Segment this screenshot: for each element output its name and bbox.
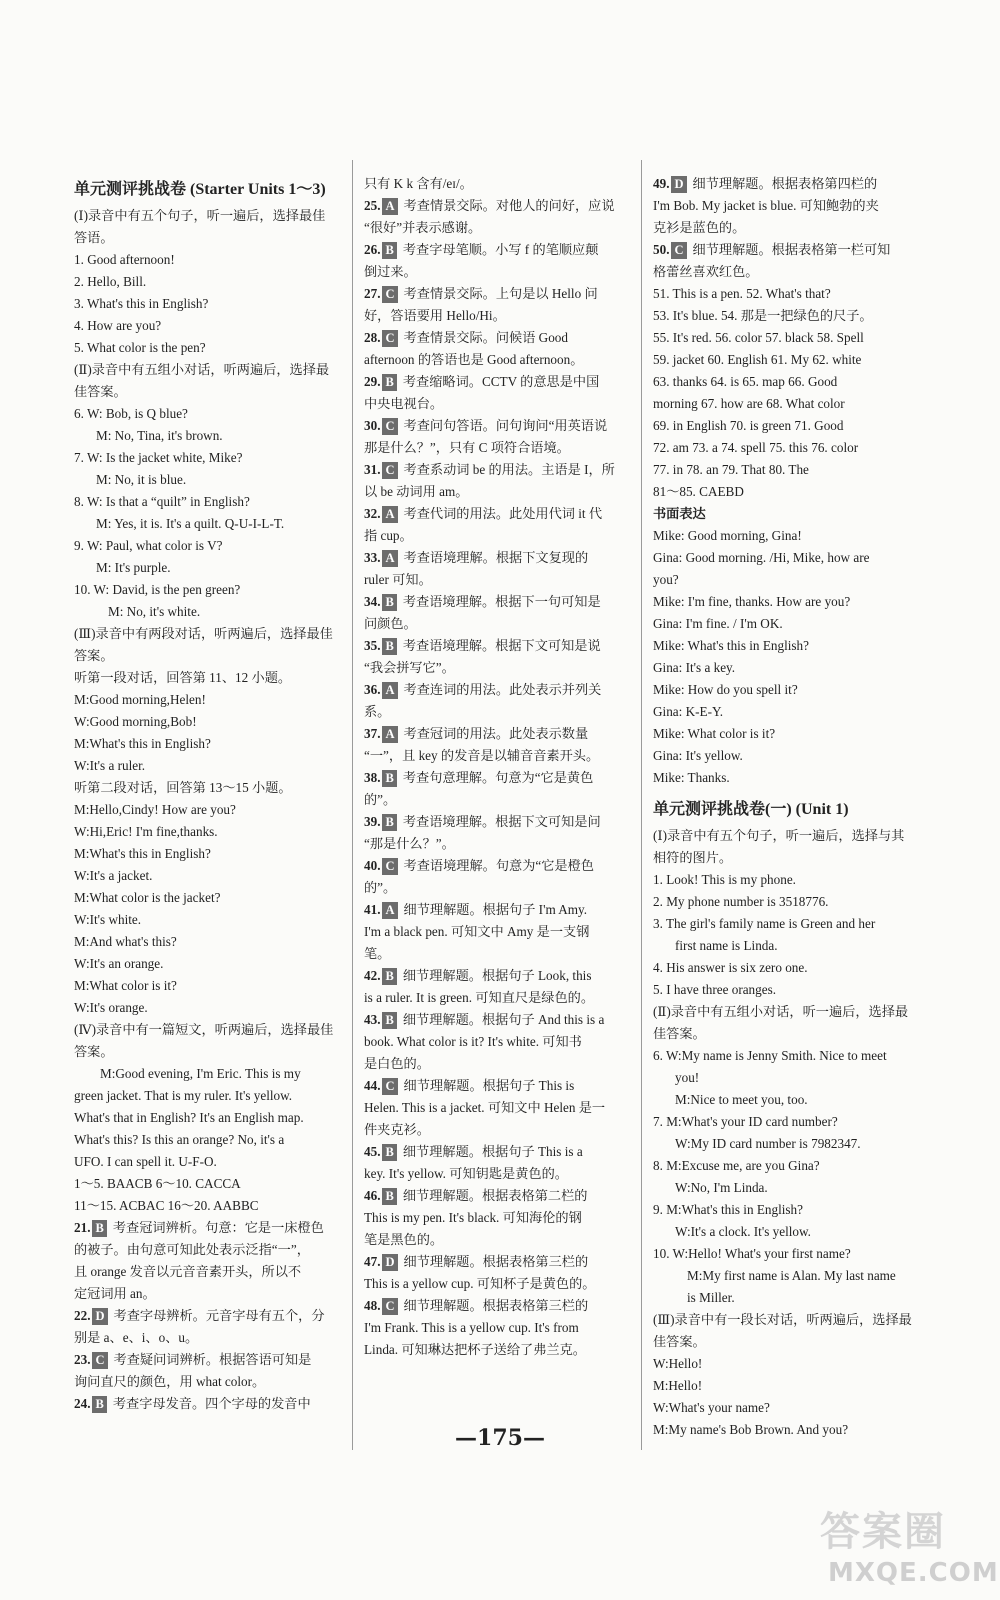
watermark-domain: MXQE.COM — [828, 1558, 999, 1588]
explanation-continued: 指 cup。 — [364, 528, 413, 543]
listening-script — [653, 825, 925, 1441]
text-line: 9. M:What's this in English? — [653, 1202, 803, 1217]
explanation-item — [364, 1075, 636, 1141]
text-line: W:No, I'm Linda. — [675, 1180, 768, 1195]
text-line: M: No, it's white. — [108, 604, 201, 619]
text-line: 3. What's this in English? — [74, 296, 209, 311]
text-line: 11～15. ACBAC 16～20. AABBC — [74, 1198, 259, 1213]
text-line: What's this? Is this an orange? No, it's a — [74, 1132, 285, 1147]
question-number: 34. — [364, 594, 381, 609]
explanation-continued: 是白色的。 — [364, 1056, 430, 1071]
question-number: 46. — [364, 1188, 381, 1203]
explanation-text: 细节理解题。根据句子 I'm Amy. — [403, 902, 588, 917]
explanation-item — [364, 1295, 636, 1361]
answer-badge: C — [382, 462, 397, 479]
text-line: Mike: Thanks. — [653, 770, 730, 785]
answer-badge: C — [382, 1298, 397, 1315]
question-number: 24. — [74, 1396, 91, 1411]
explanation-continued: 的”。 — [364, 880, 397, 895]
explanation-continued: “很好”并表示感谢。 — [364, 220, 482, 235]
passage — [74, 1063, 346, 1173]
explanation-continued: 克衫是蓝色的。 — [653, 220, 746, 235]
text-line: M:What color is it? — [74, 978, 177, 993]
column-1 — [74, 173, 346, 1415]
text-line: 4. How are you? — [74, 318, 162, 333]
question-number: 27. — [364, 286, 381, 301]
text-line: 8. M:Excuse me, are you Gina? — [653, 1158, 820, 1173]
answer-badge: B — [382, 814, 396, 831]
explanation-text: 考查语境理解。根据下文复现的 — [403, 550, 589, 565]
answer-badge: C — [382, 286, 397, 303]
watermark-logo: 答案圈 — [820, 1509, 946, 1555]
explanation-item — [74, 1393, 346, 1415]
text-line: (Ⅳ)录音中有一篇短文，听两遍后，选择最佳 — [74, 1022, 334, 1037]
explanation-item — [364, 1185, 636, 1251]
explanations — [653, 173, 925, 283]
explanation-continued: 问颜色。 — [364, 616, 417, 631]
explanation-text: 考查语境理解。句意为“它是橙色 — [403, 858, 594, 873]
text-line: you! — [675, 1070, 700, 1085]
explanation-item — [74, 1217, 346, 1305]
column-divider — [641, 160, 642, 1450]
explanation-text: 考查字母笔顺。小写 f 的笔顺应颠 — [402, 242, 599, 257]
explanation-item — [364, 283, 636, 327]
explanation-text: 考查语境理解。根据下文可知是问 — [402, 814, 601, 829]
text-line: W:Hi,Eric! I'm fine,thanks. — [74, 824, 218, 839]
explanation-continued: “我会拼写它”。 — [364, 660, 455, 675]
explanation-text: 细节理解题。根据表格第四栏的 — [692, 176, 878, 191]
column-divider — [352, 160, 353, 1450]
text-line: 55. It's red. 56. color 57. black 58. Spell — [653, 330, 864, 345]
question-number: 39. — [364, 814, 381, 829]
text-line: (Ⅰ)录音中有五个句子，听一遍后，选择最佳 — [74, 208, 326, 223]
question-number: 48. — [364, 1298, 381, 1313]
text-line: 1. Look! This is my phone. — [653, 872, 796, 887]
question-number: 38. — [364, 770, 381, 785]
explanation-item — [364, 635, 636, 679]
text-line: you? — [653, 572, 679, 587]
explanation-text: 考查代词的用法。此处用代词 it 代 — [403, 506, 603, 521]
text-line: W:It's an orange. — [74, 956, 164, 971]
explanation-item — [364, 327, 636, 371]
explanation-text: 考查字母辨析。元音字母有五个，分 — [113, 1308, 325, 1323]
explanation-text: 考查缩略词。CCTV 的意思是中国 — [402, 374, 600, 389]
text-line: is Miller. — [687, 1290, 735, 1305]
answer-badge: B — [92, 1396, 106, 1413]
explanation-continued: 件夹克衫。 — [364, 1122, 430, 1137]
writing-title: 书面表达 — [653, 506, 706, 521]
text-line: 佳答案。 — [74, 384, 127, 399]
text-line: Mike: What color is it? — [653, 726, 776, 741]
section-title: 单元测评挑战卷(一) (Unit 1) — [653, 801, 849, 818]
text-line: (Ⅲ)录音中有两段对话，听两遍后，选择最佳 — [74, 626, 333, 641]
explanation-text: 考查语境理解。根据下文可知是说 — [402, 638, 601, 653]
text-line: W:It's a ruler. — [74, 758, 146, 773]
explanation-item — [364, 1251, 636, 1295]
explanation-item — [364, 371, 636, 415]
question-number: 37. — [364, 726, 381, 741]
answer-badge: B — [382, 374, 396, 391]
explanation-text: 细节理解题。根据句子 And this is a — [402, 1012, 605, 1027]
text-line: Mike: Good morning, Gina! — [653, 528, 802, 543]
text-line: (Ⅰ)录音中有五个句子，听一遍后，选择与其 — [653, 828, 905, 843]
text-line: W:Good morning,Bob! — [74, 714, 197, 729]
continued-text: 只有 K k 含有/eɪ/。 — [364, 176, 473, 191]
text-line: 81～85. CAEBD — [653, 484, 744, 499]
explanation-continued: 且 orange 发音以元音音素开头，所以不 — [74, 1264, 302, 1279]
text-line: 63. thanks 64. is 65. map 66. Good — [653, 374, 838, 389]
text-line: 听第二段对话，回答第 13～15 小题。 — [74, 780, 292, 795]
explanation-continued: 定冠词用 an。 — [74, 1286, 156, 1301]
text-line: W:It's orange. — [74, 1000, 148, 1015]
explanation-text: 考查句意理解。句意为“它是黄色 — [402, 770, 594, 785]
text-line: 7. M:What's your ID card number? — [653, 1114, 838, 1129]
explanation-continued: 的被子。由句意可知此处表示泛指“一”， — [74, 1242, 310, 1257]
explanation-item — [364, 239, 636, 283]
text-line: UFO. I can spell it. U-F-O. — [74, 1154, 217, 1169]
text-line: Gina: K-E-Y. — [653, 704, 724, 719]
answer-badge: A — [382, 902, 397, 919]
explanation-continued: I'm a black pen. 可知文中 Amy 是一支钢 — [364, 924, 590, 939]
text-line: green jacket. That is my ruler. It's yellow. — [74, 1088, 293, 1103]
answer-badge: C — [92, 1352, 107, 1369]
answer-badge: A — [382, 506, 397, 523]
text-line: Gina: It's yellow. — [653, 748, 743, 763]
answer-badge: A — [382, 198, 397, 215]
text-line: Mike: What's this in English? — [653, 638, 809, 653]
explanation-text: 考查情景交际。上句是以 Hello 问 — [403, 286, 598, 301]
question-number: 21. — [74, 1220, 91, 1235]
answer-badge: B — [382, 1144, 396, 1161]
question-number: 29. — [364, 374, 381, 389]
section-title: 单元测评挑战卷 (Starter Units 1～3) — [74, 181, 326, 198]
writing-answer — [653, 525, 925, 789]
question-number: 32. — [364, 506, 381, 521]
text-line: 72. am 73. a 74. spell 75. this 76. color — [653, 440, 859, 455]
question-number: 28. — [364, 330, 381, 345]
explanation-item — [364, 459, 636, 503]
explanation-continued: book. What color is it? It's white. 可知书 — [364, 1034, 582, 1049]
question-number: 22. — [74, 1308, 91, 1323]
answer-badge: B — [382, 594, 396, 611]
text-line: W:Hello! — [653, 1356, 703, 1371]
explanation-continued: afternoon 的答语也是 Good afternoon。 — [364, 352, 584, 367]
text-line: Gina: Good morning. /Hi, Mike, how are — [653, 550, 870, 565]
explanation-continued: I'm Frank. This is a yellow cup. It's from — [364, 1320, 579, 1335]
explanation-continued: 中央电视台。 — [364, 396, 444, 411]
answer-badge: A — [382, 682, 397, 699]
text-line: Gina: I'm fine. / I'm OK. — [653, 616, 783, 631]
text-line: W:What's your name? — [653, 1400, 770, 1415]
text-line: 答语。 — [74, 230, 114, 245]
text-line: M:Hello,Cindy! How are you? — [74, 802, 236, 817]
watermark — [820, 1500, 999, 1590]
question-number: 35. — [364, 638, 381, 653]
question-number: 50. — [653, 242, 670, 257]
text-line: 5. What color is the pen? — [74, 340, 206, 355]
explanation-text: 细节理解题。根据句子 This is — [403, 1078, 575, 1093]
question-number: 47. — [364, 1254, 381, 1269]
text-line: 59. jacket 60. English 61. My 62. white — [653, 352, 862, 367]
text-line: 10. W:Hello! What's your first name? — [653, 1246, 851, 1261]
text-line: (Ⅱ)录音中有五组小对话，听一遍后，选择最 — [653, 1004, 909, 1019]
explanation-text: 细节理解题。根据表格第三栏的 — [403, 1254, 589, 1269]
text-line: 9. W: Paul, what color is V? — [74, 538, 223, 553]
explanation-item — [364, 591, 636, 635]
text-line: W:It's white. — [74, 912, 142, 927]
answer-badge: A — [382, 726, 397, 743]
explanation-item — [364, 547, 636, 591]
answer-badge: B — [92, 1220, 106, 1237]
question-number: 41. — [364, 902, 381, 917]
answer-keys — [74, 1173, 346, 1217]
explanation-continued: 笔。 — [364, 946, 391, 961]
explanation-text: 考查问句答语。问句询问“用英语说 — [403, 418, 608, 433]
text-line: M:What's this in English? — [74, 736, 211, 751]
explanation-text: 细节理解题。根据表格第三栏的 — [403, 1298, 589, 1313]
explanation-continued: 格蕾丝喜欢红色。 — [653, 264, 759, 279]
text-line: 3. The girl's family name is Green and her — [653, 916, 876, 931]
explanation-item — [653, 173, 925, 239]
answer-badge: C — [382, 418, 397, 435]
question-number: 23. — [74, 1352, 91, 1367]
explanation-text: 细节理解题。根据表格第二栏的 — [402, 1188, 588, 1203]
text-line: 听第一段对话，回答第 11、12 小题。 — [74, 670, 292, 685]
text-line: W:It's a jacket. — [74, 868, 153, 883]
question-number: 44. — [364, 1078, 381, 1093]
explanation-continued: ruler 可知。 — [364, 572, 432, 587]
question-number: 45. — [364, 1144, 381, 1159]
explanation-continued: “那是什么？”。 — [364, 836, 455, 851]
explanation-item — [364, 767, 636, 811]
answer-badge: C — [382, 1078, 397, 1095]
text-line: 答案。 — [74, 648, 114, 663]
text-line: 7. W: Is the jacket white, Mike? — [74, 450, 243, 465]
explanation-text: 考查冠词的用法。此处表示数量 — [403, 726, 589, 741]
answer-badge: B — [382, 1012, 396, 1029]
text-line: M:Hello! — [653, 1378, 703, 1393]
text-line: Gina: It's a key. — [653, 660, 736, 675]
explanation-continued: key. It's yellow. 可知钥匙是黄色的。 — [364, 1166, 568, 1181]
text-line: M:Nice to meet you, too. — [675, 1092, 808, 1107]
explanation-item — [74, 1305, 346, 1349]
answer-badge: A — [382, 550, 397, 567]
text-line: 4. His answer is six zero one. — [653, 960, 808, 975]
question-number: 36. — [364, 682, 381, 697]
page-number: —175— — [455, 1425, 545, 1451]
text-line: 2. Hello, Bill. — [74, 274, 147, 289]
text-line: 6. W:My name is Jenny Smith. Nice to meet — [653, 1048, 887, 1063]
text-line: M: Yes, it is. It's a quilt. Q-U-I-L-T. — [96, 516, 285, 531]
text-line: morning 67. how are 68. What color — [653, 396, 845, 411]
question-number: 26. — [364, 242, 381, 257]
text-line: M:Good evening, I'm Eric. This is my — [100, 1066, 301, 1081]
explanations — [74, 1217, 346, 1415]
explanation-continued: is a ruler. It is green. 可知直尺是绿色的。 — [364, 990, 595, 1005]
explanation-continued: This is a yellow cup. 可知杯子是黄色的。 — [364, 1276, 596, 1291]
explanation-item — [653, 239, 925, 283]
explanation-continued: Linda. 可知琳达把杯子送给了弗兰克。 — [364, 1342, 586, 1357]
text-line: M:My first name is Alan. My last name — [687, 1268, 896, 1283]
explanation-item — [364, 723, 636, 767]
text-line: 69. in English 70. is green 71. Good — [653, 418, 844, 433]
explanation-continued: 的”。 — [364, 792, 397, 807]
text-line: 1～5. BAACB 6～10. CACCA — [74, 1176, 241, 1191]
explanation-item — [364, 195, 636, 239]
question-number: 25. — [364, 198, 381, 213]
text-line: M: No, Tina, it's brown. — [96, 428, 223, 443]
explanation-continued: 别是 a、e、i、o、u。 — [74, 1330, 199, 1345]
explanation-text: 考查字母发音。四个字母的发音中 — [112, 1396, 311, 1411]
text-line: What's that in English? It's an English map. — [74, 1110, 304, 1125]
text-line: 51. This is a pen. 52. What's that? — [653, 286, 831, 301]
explanation-item — [74, 1349, 346, 1393]
answer-keys — [653, 283, 925, 503]
explanation-item — [364, 811, 636, 855]
text-line: 答案。 — [74, 1044, 114, 1059]
question-number: 43. — [364, 1012, 381, 1027]
answer-badge: D — [671, 176, 686, 193]
question-number: 40. — [364, 858, 381, 873]
text-line: 8. W: Is that a “quilt” in English? — [74, 494, 250, 509]
explanation-item — [364, 1009, 636, 1075]
explanation-continued: This is my pen. It's black. 可知海伦的钢 — [364, 1210, 582, 1225]
explanation-item — [364, 679, 636, 723]
explanation-continued: 笔是黑色的。 — [364, 1232, 444, 1247]
answer-badge: B — [382, 770, 396, 787]
explanation-continued: I'm Bob. My jacket is blue. 可知鲍勃的夹 — [653, 198, 879, 213]
question-number: 31. — [364, 462, 381, 477]
text-line: M: It's purple. — [96, 560, 171, 575]
listening-script — [74, 205, 346, 1063]
explanation-continued: “一”，且 key 的发音是以辅音音素开头。 — [364, 748, 600, 763]
explanation-continued: 以 be 动词用 am。 — [364, 484, 469, 499]
text-line: M:And what's this? — [74, 934, 177, 949]
explanation-item — [364, 503, 636, 547]
question-number: 33. — [364, 550, 381, 565]
text-line: W:It's a clock. It's yellow. — [675, 1224, 811, 1239]
answer-badge: D — [382, 1254, 397, 1271]
answer-badge: D — [92, 1308, 107, 1325]
text-line: M: No, it is blue. — [96, 472, 187, 487]
explanation-text: 考查系动词 be 的用法。主语是 I，所 — [403, 462, 615, 477]
text-line: 佳答案。 — [653, 1334, 706, 1349]
text-line: (Ⅱ)录音中有五组小对话，听两遍后，选择最 — [74, 362, 330, 377]
column-2 — [364, 173, 636, 1361]
answer-badge: B — [382, 1188, 396, 1205]
text-line: first name is Linda. — [675, 938, 778, 953]
text-line: M:What's this in English? — [74, 846, 211, 861]
explanation-item — [364, 899, 636, 965]
text-line: 77. in 78. an 79. That 80. The — [653, 462, 809, 477]
explanation-text: 考查连词的用法。此处表示并列关 — [403, 682, 602, 697]
explanation-text: 细节理解题。根据句子 This is a — [402, 1144, 583, 1159]
explanation-continued: 询问直尺的颜色，用 what color。 — [74, 1374, 266, 1389]
text-line: Mike: I'm fine, thanks. How are you? — [653, 594, 851, 609]
text-line: 10. W: David, is the pen green? — [74, 582, 241, 597]
explanation-item — [364, 965, 636, 1009]
explanation-item — [364, 415, 636, 459]
text-line: M:What color is the jacket? — [74, 890, 221, 905]
text-line: M:My name's Bob Brown. And you? — [653, 1422, 849, 1437]
text-line: 相符的图片。 — [653, 850, 733, 865]
explanation-continued: Helen. This is a jacket. 可知文中 Helen 是一 — [364, 1100, 606, 1115]
question-number: 49. — [653, 176, 670, 191]
explanation-text: 考查语境理解。根据下一句可知是 — [402, 594, 601, 609]
explanation-continued: 好，答语要用 Hello/Hi。 — [364, 308, 506, 323]
explanation-text: 考查情景交际。问候语 Good — [403, 330, 568, 345]
text-line: 5. I have three oranges. — [653, 982, 777, 997]
question-number: 42. — [364, 968, 381, 983]
answer-badge: C — [671, 242, 686, 259]
text-line: M:Good morning,Helen! — [74, 692, 206, 707]
answer-badge: B — [382, 242, 396, 259]
explanation-text: 细节理解题。根据句子 Look, this — [402, 968, 592, 983]
explanation-text: 考查冠词辨析。句意：它是一床橙色 — [112, 1220, 324, 1235]
answer-badge: C — [382, 858, 397, 875]
text-line: (Ⅲ)录音中有一段长对话，听两遍后，选择最 — [653, 1312, 912, 1327]
text-line: 2. My phone number is 3518776. — [653, 894, 829, 909]
text-line: Mike: How do you spell it? — [653, 682, 798, 697]
explanation-text: 考查疑问词辨析。根据答语可知是 — [113, 1352, 312, 1367]
explanation-continued: 系。 — [364, 704, 391, 719]
text-line: 1. Good afternoon! — [74, 252, 175, 267]
text-line: 佳答案。 — [653, 1026, 706, 1041]
text-line: W:My ID card number is 7982347. — [675, 1136, 861, 1151]
explanation-item — [364, 1141, 636, 1185]
answer-badge: B — [382, 968, 396, 985]
column-3 — [653, 173, 925, 1441]
explanation-continued: 倒过来。 — [364, 264, 417, 279]
explanation-text: 细节理解题。根据表格第一栏可知 — [692, 242, 891, 257]
explanation-text: 考查情景交际。对他人的问好，应说 — [403, 198, 615, 213]
question-number: 30. — [364, 418, 381, 433]
explanation-continued: 那是什么？”，只有 C 项符合语境。 — [364, 440, 570, 455]
answer-badge: B — [382, 638, 396, 655]
text-line: 53. It's blue. 54. 那是一把绿色的尺子。 — [653, 308, 873, 323]
explanations — [364, 195, 636, 1361]
explanation-item — [364, 855, 636, 899]
answer-badge: C — [382, 330, 397, 347]
text-line: 6. W: Bob, is Q blue? — [74, 406, 188, 421]
